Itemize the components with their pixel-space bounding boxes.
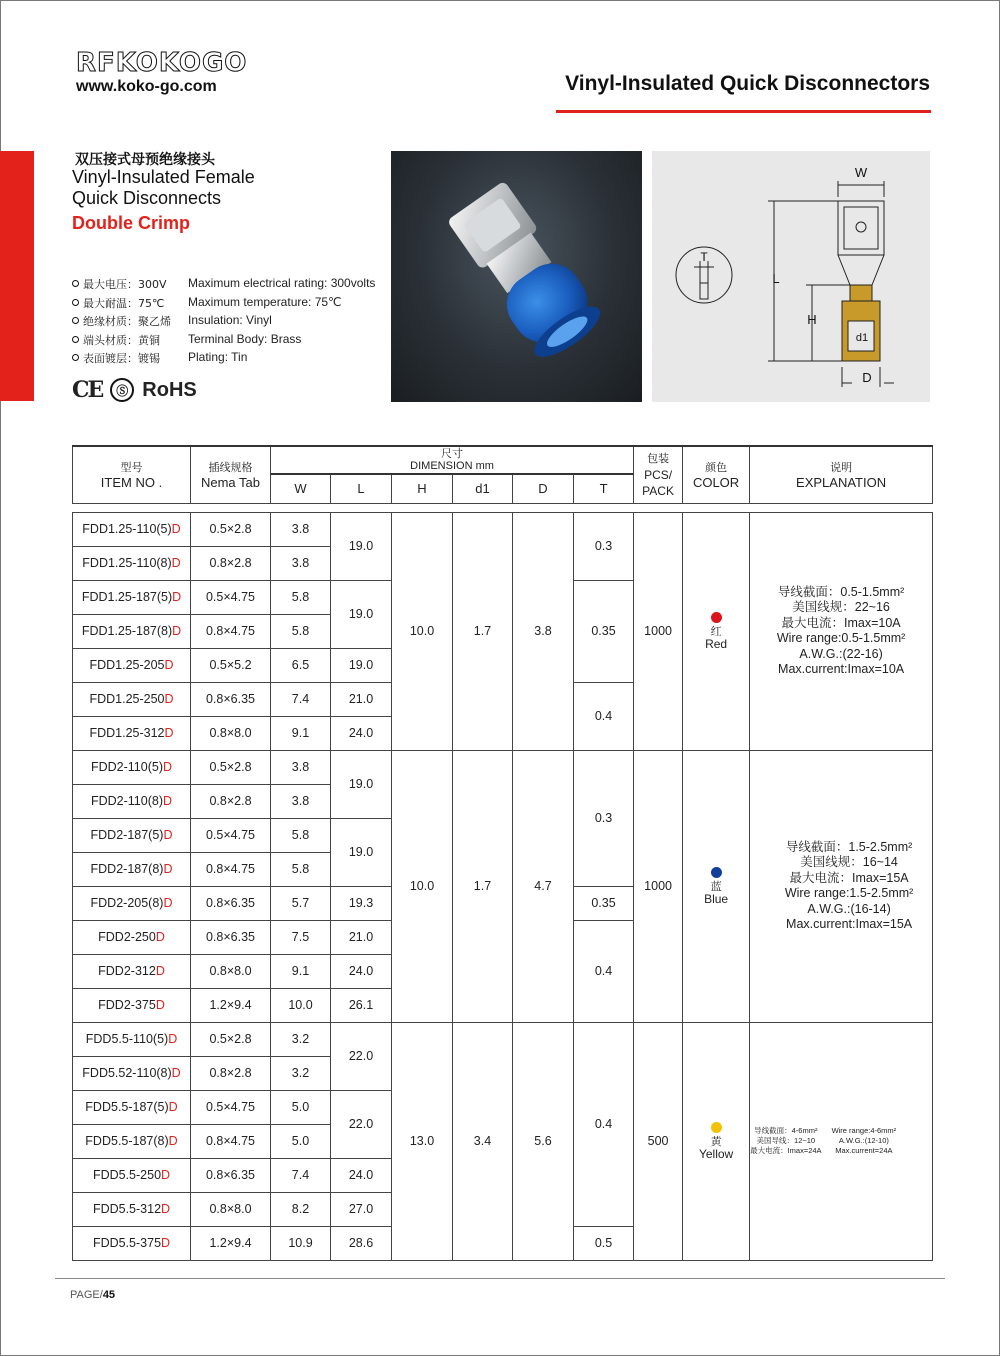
table-row: FDD5.5-375D 1.2×9.4 10.9 28.6 0.5 [73,1226,933,1260]
bullet-icon [72,336,79,343]
page-number: PAGE/45 [70,1289,116,1301]
bullet-icon [72,354,79,361]
th-pack: 包装 PCS/ PACK [634,446,683,503]
spec-item: 端头材质：黄铜 Terminal Body: Brass [72,332,392,351]
spec-item: 最大电压：300V Maximum electrical rating: 300volts [72,276,392,295]
spec-item: 绝缘材质：聚乙烯 Insulation: Vinyl [72,313,392,332]
table-row: FDD1.25-187(8)D 0.8×4.75 5.8 [73,614,933,648]
side-accent-bar [0,151,34,401]
th-color: 颜色 COLOR [683,446,750,503]
product-subtitle: Double Crimp [72,213,191,233]
spec-table [72,445,933,1261]
table-row: FDD2-375D 1.2×9.4 10.0 26.1 [73,988,933,1022]
cert-seal-icon: Ⓢ [110,378,134,402]
th-h: H [392,474,453,503]
table-row: FDD1.25-250D 0.8×6.35 7.4 21.0 0.4 [73,682,933,716]
th-w: W [271,474,331,503]
th-l: L [331,474,392,503]
table-row: FDD2-187(8)D 0.8×4.75 5.8 [73,852,933,886]
product-title-line2: Quick Disconnects [72,188,222,208]
bullet-icon [72,280,79,287]
bullet-icon [72,299,79,306]
th-dimension: 尺寸 DIMENSION mm [271,446,634,474]
th-nema: 插线规格 Nema Tab [191,446,271,503]
terminal-drawing-icon [652,151,930,402]
explanation-cell: 导线截面：1.5-2.5mm² 美国线规：16~14 最大电流：Imax=15A Wire range:1.5-2.5mm² A.W.G.:(16-14) Max.current:Imax=15A [750,750,933,1022]
th-d1: d1 [453,474,513,503]
table-row: FDD1.25-110(8)D 0.8×2.8 3.8 [73,546,933,580]
table-row: FDD5.5-187(8)D 0.8×4.75 5.0 [73,1124,933,1158]
table-row: FDD1.25-187(5)D 0.5×4.75 5.8 19.0 0.35 [73,580,933,614]
product-photo [391,151,642,402]
product-title-line1: Vinyl-Insulated Female [72,167,255,187]
table-row: FDD5.5-110(5)D 0.5×2.8 3.2 22.0 13.0 3.4 5.6 0.4 500 黄 Yellow 导线截面：4-6mm² 美国导线：12~10 最大电流：Imax=24A Wire range:4-6mm² A.W.G.:(12-10) Max.current=24A [73,1022,933,1056]
color-dot-red-icon [711,612,722,623]
spec-list [72,276,392,369]
certification-marks [72,376,197,404]
website-url: www.koko-go.com [76,78,217,95]
drawing-label-d: D [862,370,872,385]
color-cell: 蓝 Blue [683,750,750,1022]
brand-logo: RFKOKOGO [76,48,248,78]
ce-mark: CE [72,377,103,403]
table-row: FDD2-110(8)D 0.8×2.8 3.8 [73,784,933,818]
product-title-cn: 双压接式母预绝缘接头 [75,152,215,168]
footer-rule [55,1278,945,1279]
explanation-cell: 导线截面：4-6mm² 美国导线：12~10 最大电流：Imax=24A Wire range:4-6mm² A.W.G.:(12-10) Max.current=24A [750,1022,933,1260]
drawing-label-d1: d1 [855,332,869,344]
table-row: FDD2-312D 0.8×8.0 9.1 24.0 [73,954,933,988]
table-row: FDD1.25-110(5)D 0.5×2.8 3.8 19.0 10.0 1.7 3.8 0.3 1000 红 Red 导线截面：0.5-1.5mm² 美国线规：22~16 最大电流：Imax=10A Wire range:0.5-1.5mm² A.W.G.:(22-16) Max.current:Imax=10A [73,512,933,546]
th-item: 型号 ITEM NO . [73,446,191,503]
product-title-en [72,167,255,209]
table-row: FDD5.52-110(8)D 0.8×2.8 3.2 [73,1056,933,1090]
th-d: D [513,474,574,503]
color-dot-blue-icon [711,867,722,878]
spec-item: 最大耐温：75℃ Maximum temperature: 75℃ [72,295,392,314]
rohs-mark: RoHS [142,378,197,401]
page-title: Vinyl-Insulated Quick Disconnectors [565,72,930,95]
table-row: FDD1.25-312D 0.8×8.0 9.1 24.0 [73,716,933,750]
table-row: FDD5.5-250D 0.8×6.35 7.4 24.0 [73,1158,933,1192]
bullet-icon [72,317,79,324]
color-cell: 黄 Yellow [683,1022,750,1260]
th-explanation: 说明 EXPLANATION [750,446,933,503]
color-dot-yellow-icon [711,1122,722,1133]
table-row: FDD5.5-312D 0.8×8.0 8.2 27.0 [73,1192,933,1226]
dimension-drawing [652,151,930,402]
table-row: FDD5.5-187(5)D 0.5×4.75 5.0 22.0 [73,1090,933,1124]
th-t: T [574,474,634,503]
spec-item: 表面镀层：镀锡 Plating: Tin [72,350,392,369]
color-cell: 红 Red [683,512,750,750]
drawing-label-w: W [854,165,868,180]
heading-rule [556,110,931,113]
table-row: FDD2-250D 0.8×6.35 7.5 21.0 0.4 [73,920,933,954]
drawing-label-t: T [700,250,708,264]
table-row: FDD1.25-205D 0.5×5.2 6.5 19.0 [73,648,933,682]
table-row: FDD2-110(5)D 0.5×2.8 3.8 19.0 10.0 1.7 4.7 0.3 1000 蓝 Blue 导线截面：1.5-2.5mm² 美国线规：16~14 最大电流：Imax=15A Wire range:1.5-2.5mm² A.W.G.:(16-14) Max.current:Imax=15A [73,750,933,784]
drawing-label-l: L [772,271,780,286]
explanation-cell: 导线截面：0.5-1.5mm² 美国线规：22~16 最大电流：Imax=10A Wire range:0.5-1.5mm² A.W.G.:(22-16) Max.current:Imax=10A [750,512,933,750]
connector-photo-icon [391,151,642,402]
drawing-label-h: H [807,312,817,327]
table-row: FDD2-187(5)D 0.5×4.75 5.8 19.0 [73,818,933,852]
table-row: FDD2-205(8)D 0.8×6.35 5.7 19.3 0.35 [73,886,933,920]
